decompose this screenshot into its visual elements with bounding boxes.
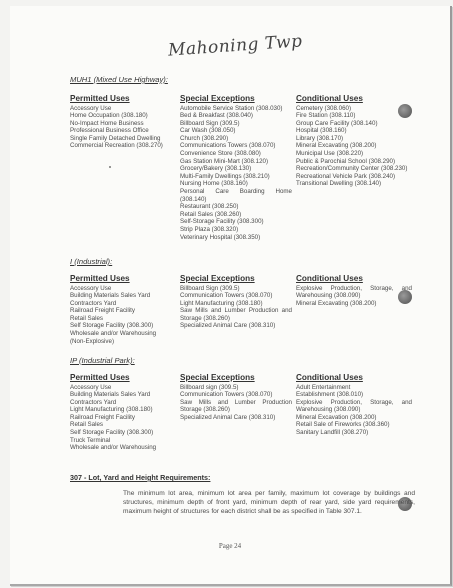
list-item: Transitional Dwelling (308.140)	[296, 180, 382, 188]
scan-speck	[109, 166, 111, 168]
document-page	[10, 6, 452, 586]
list-item: Contractors Yard	[70, 299, 117, 307]
list-item: Strip Plaza (308.320)	[180, 226, 239, 233]
special-exceptions-heading: Special Exceptions	[180, 94, 255, 103]
list-item: Home Occupation (308.180)	[70, 112, 148, 120]
list-item: Professional Business Office	[70, 127, 149, 135]
list-item: Adult Entertainment	[296, 383, 351, 391]
industrial-conditional-uses	[296, 274, 412, 307]
list-item: Railroad Freight Facility	[70, 307, 135, 315]
list-item: Truck Terminal	[70, 436, 111, 444]
list-item: Communication Towers (308.070)	[180, 292, 273, 300]
list-item: Veterinary Hospital (308.350)	[180, 233, 261, 241]
list-item: Library (308.170)	[296, 134, 344, 142]
list-item: Wholesale and/or Warehousing	[70, 330, 157, 338]
section-heading: 307 - Lot, Yard and Height Requirements:	[70, 473, 211, 482]
special-exceptions-heading: Special Exceptions	[180, 373, 255, 382]
list-item: Light Manufacturing (308.180)	[70, 406, 153, 414]
list-item: Recreational Vehicle Park (308.240)	[296, 172, 396, 180]
list-item: Retail Sale of Fireworks (308.360)	[296, 421, 390, 429]
list-item: Bed & Breakfast (308.040)	[180, 112, 253, 120]
list-item: Billboard Sign (309.5)	[180, 284, 240, 292]
list-item: Retail Sales	[70, 314, 104, 322]
list-item: Billboard sign (309.5)	[180, 383, 239, 391]
list-item: Gas Station Mini-Mart (308.120)	[180, 157, 269, 165]
list-item: Building Materials Sales Yard	[70, 391, 151, 399]
zone-title-muh1: MUH1 (Mixed Use Highway):	[70, 75, 168, 84]
list-item: Railroad Freight Facility	[70, 413, 135, 421]
list-item: Saw Mills and Lumber Production and Storage (308.260)	[180, 307, 292, 322]
list-item: Automobile Service Station (308.030)	[180, 104, 283, 112]
industrial-park-special-exceptions	[180, 373, 292, 421]
list-item: Mineral Excavation (308.200)	[296, 413, 377, 421]
list-item: Retail Sales (308.260)	[180, 210, 242, 218]
zone-title-industrial-park: IP (Industrial Park):	[70, 356, 135, 365]
permitted-uses-heading: Permitted Uses	[70, 274, 130, 283]
list-item: Wholesale and/or Warehousing	[70, 444, 157, 452]
list-item: Mineral Excavating (308.200)	[296, 299, 377, 307]
conditional-uses-heading: Conditional Uses	[296, 373, 363, 382]
list-item: Nursing Home (308.160)	[180, 180, 248, 188]
list-item: Communication Towers (308.070)	[180, 391, 273, 399]
list-item: (Non-Explosive)	[70, 337, 115, 345]
list-item: Explosive Production, Storage, and Warehousing (308.090)	[296, 284, 412, 300]
special-exceptions-heading: Special Exceptions	[180, 274, 255, 283]
list-item: Single Family Detached Dwelling	[70, 134, 161, 142]
page-number: Page 24	[218, 542, 242, 550]
list-item: Cemetery (308.060)	[296, 104, 352, 112]
list-item: Municipal Use (308.220)	[296, 150, 364, 158]
conditional-uses-heading: Conditional Uses	[296, 274, 363, 283]
list-item: Grocery/Bakery (308.130)	[180, 165, 252, 173]
list-item: Restaurant (308.250)	[180, 203, 239, 211]
list-item: Commercial Recreation (308.270)	[70, 142, 163, 150]
list-item: Hospital (308.160)	[296, 127, 347, 135]
muh1-permitted-uses	[70, 94, 176, 150]
list-item: Accessory Use	[70, 284, 112, 292]
section-body: The minimum lot area, minimum lot area per family, maximum lot coverage by buildings and structures, minimum depth of front yard, minimum depth of rear yard, side yard requirements, maximum height of structures for each district shall be as specified in Table 307.1.	[123, 490, 415, 515]
list-item: Mineral Excavating (308.200)	[296, 142, 377, 150]
list-item: Recreation/Community Center (308.230)	[296, 165, 408, 173]
list-item: Specialized Animal Care (308.310)	[180, 413, 276, 421]
list-item: Public & Parochial School (308.290)	[296, 157, 396, 165]
list-item: Explosive Production, Storage, and Warehousing (308.090)	[296, 398, 412, 414]
list-item: Accessory Use	[70, 383, 112, 391]
list-item: Establishment (308.010)	[296, 391, 364, 399]
muh1-special-exceptions	[180, 94, 292, 241]
list-item: Accessory Use	[70, 104, 112, 112]
handwritten-note: Mahoning Twp	[167, 31, 304, 61]
zone-title-industrial: I (Industrial):	[70, 257, 113, 266]
industrial-permitted-uses	[70, 274, 176, 345]
list-item: Sanitary Landfill (308.270)	[296, 429, 369, 437]
list-item: Self Storage Facility (308.300)	[70, 429, 154, 437]
muh1-conditional-uses	[296, 94, 412, 188]
list-item: Fire Station (308.110)	[296, 112, 356, 120]
list-item: Light Manufacturing (308.180)	[180, 299, 263, 307]
list-item: Contractors Yard	[70, 398, 117, 406]
list-item: Building Materials Sales Yard	[70, 292, 151, 300]
list-item: Multi-Family Dwellings (308.210)	[180, 172, 270, 180]
list-item: Self-Storage Facility (308.300)	[180, 218, 264, 226]
list-item: Billboard Sign (309.5)	[180, 119, 240, 127]
industrial-special-exceptions	[180, 274, 292, 330]
industrial-park-permitted-uses	[70, 373, 176, 452]
conditional-uses-heading: Conditional Uses	[296, 94, 363, 103]
list-item: Group Care Facility (308.140)	[296, 119, 378, 127]
list-item: Retail Sales	[70, 421, 104, 429]
list-item: No-Impact Home Business	[70, 119, 144, 127]
list-item: Car Wash (308.050)	[180, 127, 236, 135]
permitted-uses-heading: Permitted Uses	[70, 373, 130, 382]
permitted-uses-heading: Permitted Uses	[70, 94, 130, 103]
industrial-park-conditional-uses	[296, 373, 412, 437]
list-item: Saw Mills and Lumber Production Storage (308.260)	[180, 398, 292, 414]
list-item: Church (308.290)	[180, 134, 229, 142]
list-item: Self Storage Facility (308.300)	[70, 322, 154, 330]
list-item: Communications Towers (308.070)	[180, 142, 276, 150]
list-item: Personal Care Boarding Home (308.140)	[180, 188, 292, 203]
list-item: Convenience Store (308.080)	[180, 150, 261, 158]
list-item: Specialized Animal Care (308.310)	[180, 322, 276, 330]
